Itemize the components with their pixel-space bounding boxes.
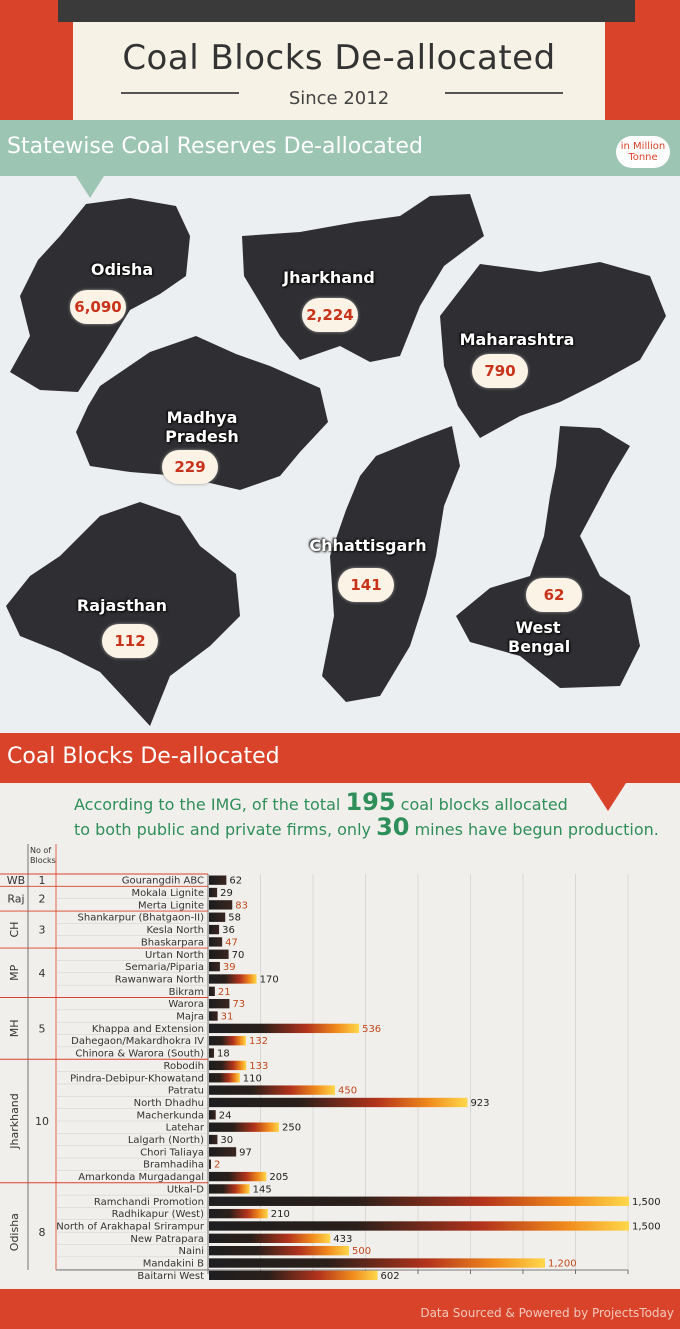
- bar: [209, 1160, 211, 1169]
- header-card: [73, 22, 605, 120]
- bar-value-label: 170: [259, 974, 279, 986]
- state-value-chhattisgarh: 141: [338, 568, 394, 602]
- divider: [445, 92, 563, 94]
- bar-value-label: 500: [352, 1246, 372, 1258]
- row-label: Latehar: [165, 1122, 204, 1134]
- bar-value-label: 923: [470, 1097, 490, 1109]
- bar: [209, 888, 217, 897]
- bar-value-label: 21: [217, 986, 231, 998]
- unit-badge: [616, 136, 670, 168]
- bar-value-label: 1,200: [548, 1258, 577, 1270]
- state-group-label: Jharkhand: [8, 1093, 21, 1149]
- blocks-header: No of: [30, 846, 52, 855]
- row-label: Khappa and Extension: [91, 1023, 204, 1035]
- row-label: North of Arakhapal Srirampur: [56, 1221, 204, 1233]
- footer-credit: Data Sourced & Powered by ProjectsToday: [420, 1306, 674, 1320]
- bar: [209, 974, 257, 983]
- bar-value-label: 132: [248, 1036, 269, 1048]
- state-group-label: WB: [6, 874, 26, 888]
- row-label: Urtan North: [145, 949, 204, 961]
- bar: [209, 1085, 335, 1094]
- bar: [209, 1147, 236, 1156]
- row-label: North Dhadhu: [133, 1097, 204, 1109]
- bar-value-label: 1,500: [632, 1221, 661, 1233]
- state-label-rajasthan: Rajasthan: [76, 596, 168, 615]
- bar-value-label: 30: [220, 1135, 234, 1147]
- bar-value-label: 18: [217, 1048, 230, 1060]
- bar: [209, 1011, 218, 1020]
- unit-line: Tonne: [628, 152, 658, 163]
- state-shape-chhattisgarh: [322, 426, 460, 702]
- bar: [209, 937, 222, 946]
- blocks-header: Blocks: [30, 856, 56, 865]
- bar: [209, 950, 229, 959]
- row-label: Ramchandi Promotion: [93, 1196, 204, 1208]
- bar: [209, 1036, 246, 1045]
- bar-value-label: 24: [218, 1110, 232, 1122]
- stat-number-producing: 30: [376, 813, 410, 841]
- bar-value-label: 433: [333, 1233, 353, 1245]
- block-count: 1: [38, 874, 46, 888]
- row-label: Dahegaon/Makardhokra IV: [71, 1036, 204, 1048]
- row-label: New Patrapara: [130, 1233, 204, 1245]
- block-count: 4: [38, 966, 46, 980]
- unit-line: in Million: [620, 141, 666, 152]
- bar: [209, 1110, 216, 1119]
- bar: [209, 962, 220, 971]
- row-label: Rawanwara North: [114, 974, 204, 986]
- bar: [209, 1246, 349, 1255]
- header-top-bar: [58, 0, 635, 22]
- bar: [209, 1197, 629, 1206]
- section-pointer: [590, 783, 626, 811]
- bar-value-label: 145: [252, 1184, 272, 1196]
- bar: [209, 1135, 217, 1144]
- section-pointer: [76, 176, 104, 198]
- row-label: Naini: [178, 1246, 204, 1258]
- row-label: Pindra-Debipur-Khowatand: [70, 1073, 204, 1085]
- bar-value-label: 58: [228, 912, 241, 924]
- state-group-label: Odisha: [8, 1213, 21, 1252]
- bar: [209, 1184, 250, 1193]
- bar: [209, 987, 215, 996]
- state-value-rajasthan: 112: [102, 624, 158, 658]
- bar: [209, 1258, 545, 1267]
- bar: [209, 999, 229, 1008]
- bar: [209, 876, 226, 885]
- row-label: Macherkunda: [136, 1110, 204, 1122]
- row-label: Chori Taliaya: [140, 1147, 204, 1159]
- bar-value-label: 450: [338, 1085, 358, 1097]
- bar-value-label: 110: [242, 1073, 262, 1085]
- block-count: 2: [38, 892, 46, 906]
- bar-value-label: 62: [229, 875, 243, 887]
- state-group-label: Raj: [7, 892, 25, 906]
- bar-value-label: 29: [220, 888, 233, 900]
- row-label: Merta Lignite: [137, 900, 204, 912]
- bar: [209, 1048, 214, 1057]
- bar-value-label: 73: [232, 999, 246, 1011]
- section-title-reserves: Statewise Coal Reserves De-allocated: [7, 134, 423, 159]
- bar: [209, 1271, 378, 1280]
- bar-value-label: 39: [222, 962, 236, 974]
- state-label-jharkhand: Jharkhand: [283, 268, 375, 287]
- bar: [209, 1172, 266, 1181]
- bar-value-label: 205: [269, 1172, 289, 1184]
- bar-value-label: 47: [225, 937, 238, 949]
- state-group-label: MP: [8, 964, 21, 981]
- stat-text: to both public and private firms, only: [74, 820, 371, 839]
- row-label: Baitarni West: [137, 1270, 204, 1280]
- row-label: Robodih: [163, 1060, 204, 1072]
- row-label: Patratu: [167, 1085, 204, 1097]
- bar-value-label: 1,500: [632, 1196, 661, 1208]
- bar: [209, 1209, 268, 1218]
- row-label: Lalgarh (North): [127, 1135, 204, 1147]
- stat-line-2: [74, 813, 659, 841]
- block-count: 3: [38, 923, 46, 937]
- bar-value-label: 133: [249, 1060, 269, 1072]
- row-label: Chinora & Warora (South): [75, 1048, 204, 1060]
- row-label: Warora: [168, 999, 204, 1011]
- stat-line-1: [74, 788, 568, 816]
- bar: [209, 1073, 240, 1082]
- bar-value-label: 31: [220, 1011, 234, 1023]
- bar: [209, 1061, 246, 1070]
- bar-value-label: 2: [214, 1159, 221, 1171]
- state-label-madhya-pradesh: Madhya Pradesh: [165, 408, 239, 446]
- bar-value-label: 602: [380, 1270, 400, 1280]
- block-count: 5: [38, 1022, 46, 1036]
- state-label-maharashtra: Maharashtra: [459, 330, 575, 349]
- bar-value-label: 36: [222, 925, 235, 937]
- state-value-madhya-pradesh: 229: [162, 450, 218, 484]
- row-label: Bikram: [168, 986, 204, 998]
- row-label: Gourangdih ABC: [121, 875, 204, 887]
- page-title: Coal Blocks De-allocated: [122, 38, 556, 78]
- row-label: Bramhadiha: [143, 1159, 204, 1171]
- row-label: Mokala Lignite: [131, 888, 204, 900]
- state-value-odisha: 6,090: [70, 290, 126, 324]
- stat-text: mines have begun production.: [414, 820, 659, 839]
- row-label: Mandakini B: [142, 1258, 204, 1270]
- row-label: Amarkonda Murgadangal: [78, 1172, 204, 1184]
- section-title-blocks: Coal Blocks De-allocated: [7, 744, 280, 769]
- stat-number-total: 195: [345, 788, 396, 816]
- state-label-west-bengal: West Bengal: [508, 618, 571, 656]
- state-group-label: MH: [8, 1019, 21, 1038]
- row-label: Shankarpur (Bhatgaon-II): [77, 912, 204, 924]
- bar-value-label: 250: [282, 1122, 302, 1134]
- bar-chart: [0, 838, 680, 1280]
- bar-value-label: 70: [231, 949, 245, 961]
- row-label: Majra: [176, 1011, 204, 1023]
- state-group-label: CH: [8, 921, 21, 938]
- state-label-chhattisgarh: Chhattisgarh: [309, 536, 427, 555]
- bar: [209, 925, 219, 934]
- bar: [209, 1123, 279, 1132]
- block-count: 10: [35, 1115, 49, 1128]
- bar-value-label: 210: [270, 1209, 290, 1221]
- bar: [209, 1024, 359, 1033]
- state-shape-maharashtra: [440, 262, 666, 438]
- row-label: Kesla North: [146, 925, 204, 937]
- block-count: 8: [38, 1226, 46, 1240]
- bar: [209, 900, 232, 909]
- bar: [209, 1098, 467, 1107]
- stat-text: According to the IMG, of the total: [74, 795, 341, 814]
- stat-text: coal blocks allocated: [400, 795, 568, 814]
- state-map-area: [0, 176, 680, 734]
- state-label-odisha: Odisha: [90, 260, 154, 279]
- state-value-jharkhand: 2,224: [302, 298, 358, 332]
- state-value-maharashtra: 790: [472, 354, 528, 388]
- bar-value-label: 536: [362, 1023, 382, 1035]
- row-label: Utkal-D: [166, 1184, 204, 1196]
- row-label: Bhaskarpara: [140, 937, 204, 949]
- row-label: Radhikapur (West): [111, 1209, 204, 1221]
- bar: [209, 1221, 629, 1230]
- row-label: Semaria/Piparia: [125, 962, 204, 974]
- bar: [209, 1234, 330, 1243]
- page-subtitle: Since 2012: [288, 88, 390, 109]
- bar: [209, 913, 225, 922]
- state-value-west-bengal: 62: [526, 578, 582, 612]
- bar-value-label: 97: [239, 1147, 252, 1159]
- bar-value-label: 83: [235, 900, 248, 912]
